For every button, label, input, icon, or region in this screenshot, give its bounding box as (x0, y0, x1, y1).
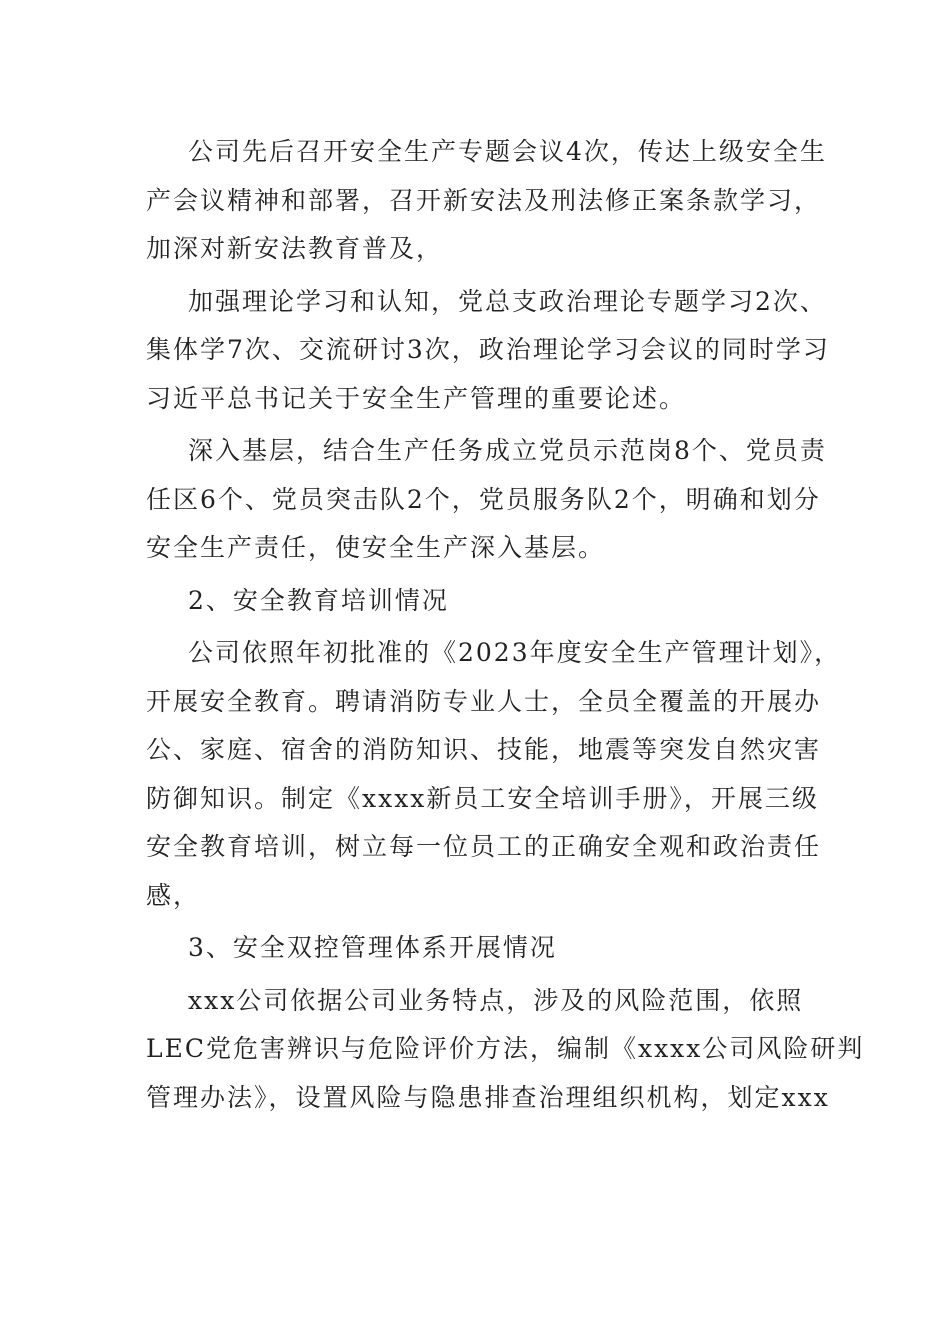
paragraph-risk-management (146, 977, 865, 1123)
section-heading-dual-control (146, 924, 808, 973)
paragraph-training (146, 629, 842, 920)
text-line: 任区6个、党员突击队2个，党员服务队2个，明确和划分 (146, 484, 821, 514)
text-line: 加强理论学习和认知，党总支政治理论专题学习2次、 (188, 286, 827, 316)
text-line: LEC党危害辨识与危险评价方法，编制《xxxx公司风险研判 (146, 1034, 865, 1063)
text-line: 集体学7次、交流研讨3次，政治理论学习会议的同时学习 (146, 335, 830, 364)
text-line: 开展安全教育。聘请消防专业人士，全员全覆盖的开展办 (146, 686, 822, 716)
text-line: 防御知识。制定《xxxx新员工安全培训手册》，开展三级 (146, 783, 819, 813)
heading-line: 2、安全教育培训情况 (188, 585, 449, 615)
text-line: 安全教育培训，树立每一位员工的正确安全观和政治责任 (146, 832, 822, 861)
text-line: 深入基层，结合生产任务成立党员示范岗8个、党员责 (188, 436, 827, 465)
text-line: 习近平总书记关于安全生产管理的重要论述。 (146, 383, 687, 413)
text-line: 公司先后召开安全生产专题会议4次，传达上级安全生 (188, 137, 827, 166)
text-line: 管理办法》，设置风险与隐患排查治理组织机构，划定xxx (146, 1082, 830, 1112)
paragraph-grassroots (146, 427, 827, 573)
paragraph-theory-study (146, 278, 830, 424)
text-line: 公司依照年初批准的《2023年度安全生产管理计划》， (188, 638, 842, 667)
text-line: 公、家庭、宿舍的消防知识、技能，地震等突发自然灾害 (146, 735, 822, 764)
paragraph-safety-meetings (146, 128, 827, 274)
text-line: 加深对新安法教育普及， (146, 234, 444, 263)
heading-line: 3、安全双控管理体系开展情况 (188, 933, 557, 962)
text-line: xxx公司依据公司业务特点，涉及的风险范围，依照 (188, 985, 804, 1015)
text-line: 产会议精神和部署，召开新安法及刑法修正案条款学习， (146, 185, 822, 215)
text-line: 感， (146, 880, 201, 910)
document-body (146, 128, 865, 1122)
text-line: 安全生产责任，使安全生产深入基层。 (146, 533, 606, 562)
section-heading-training (146, 577, 808, 626)
